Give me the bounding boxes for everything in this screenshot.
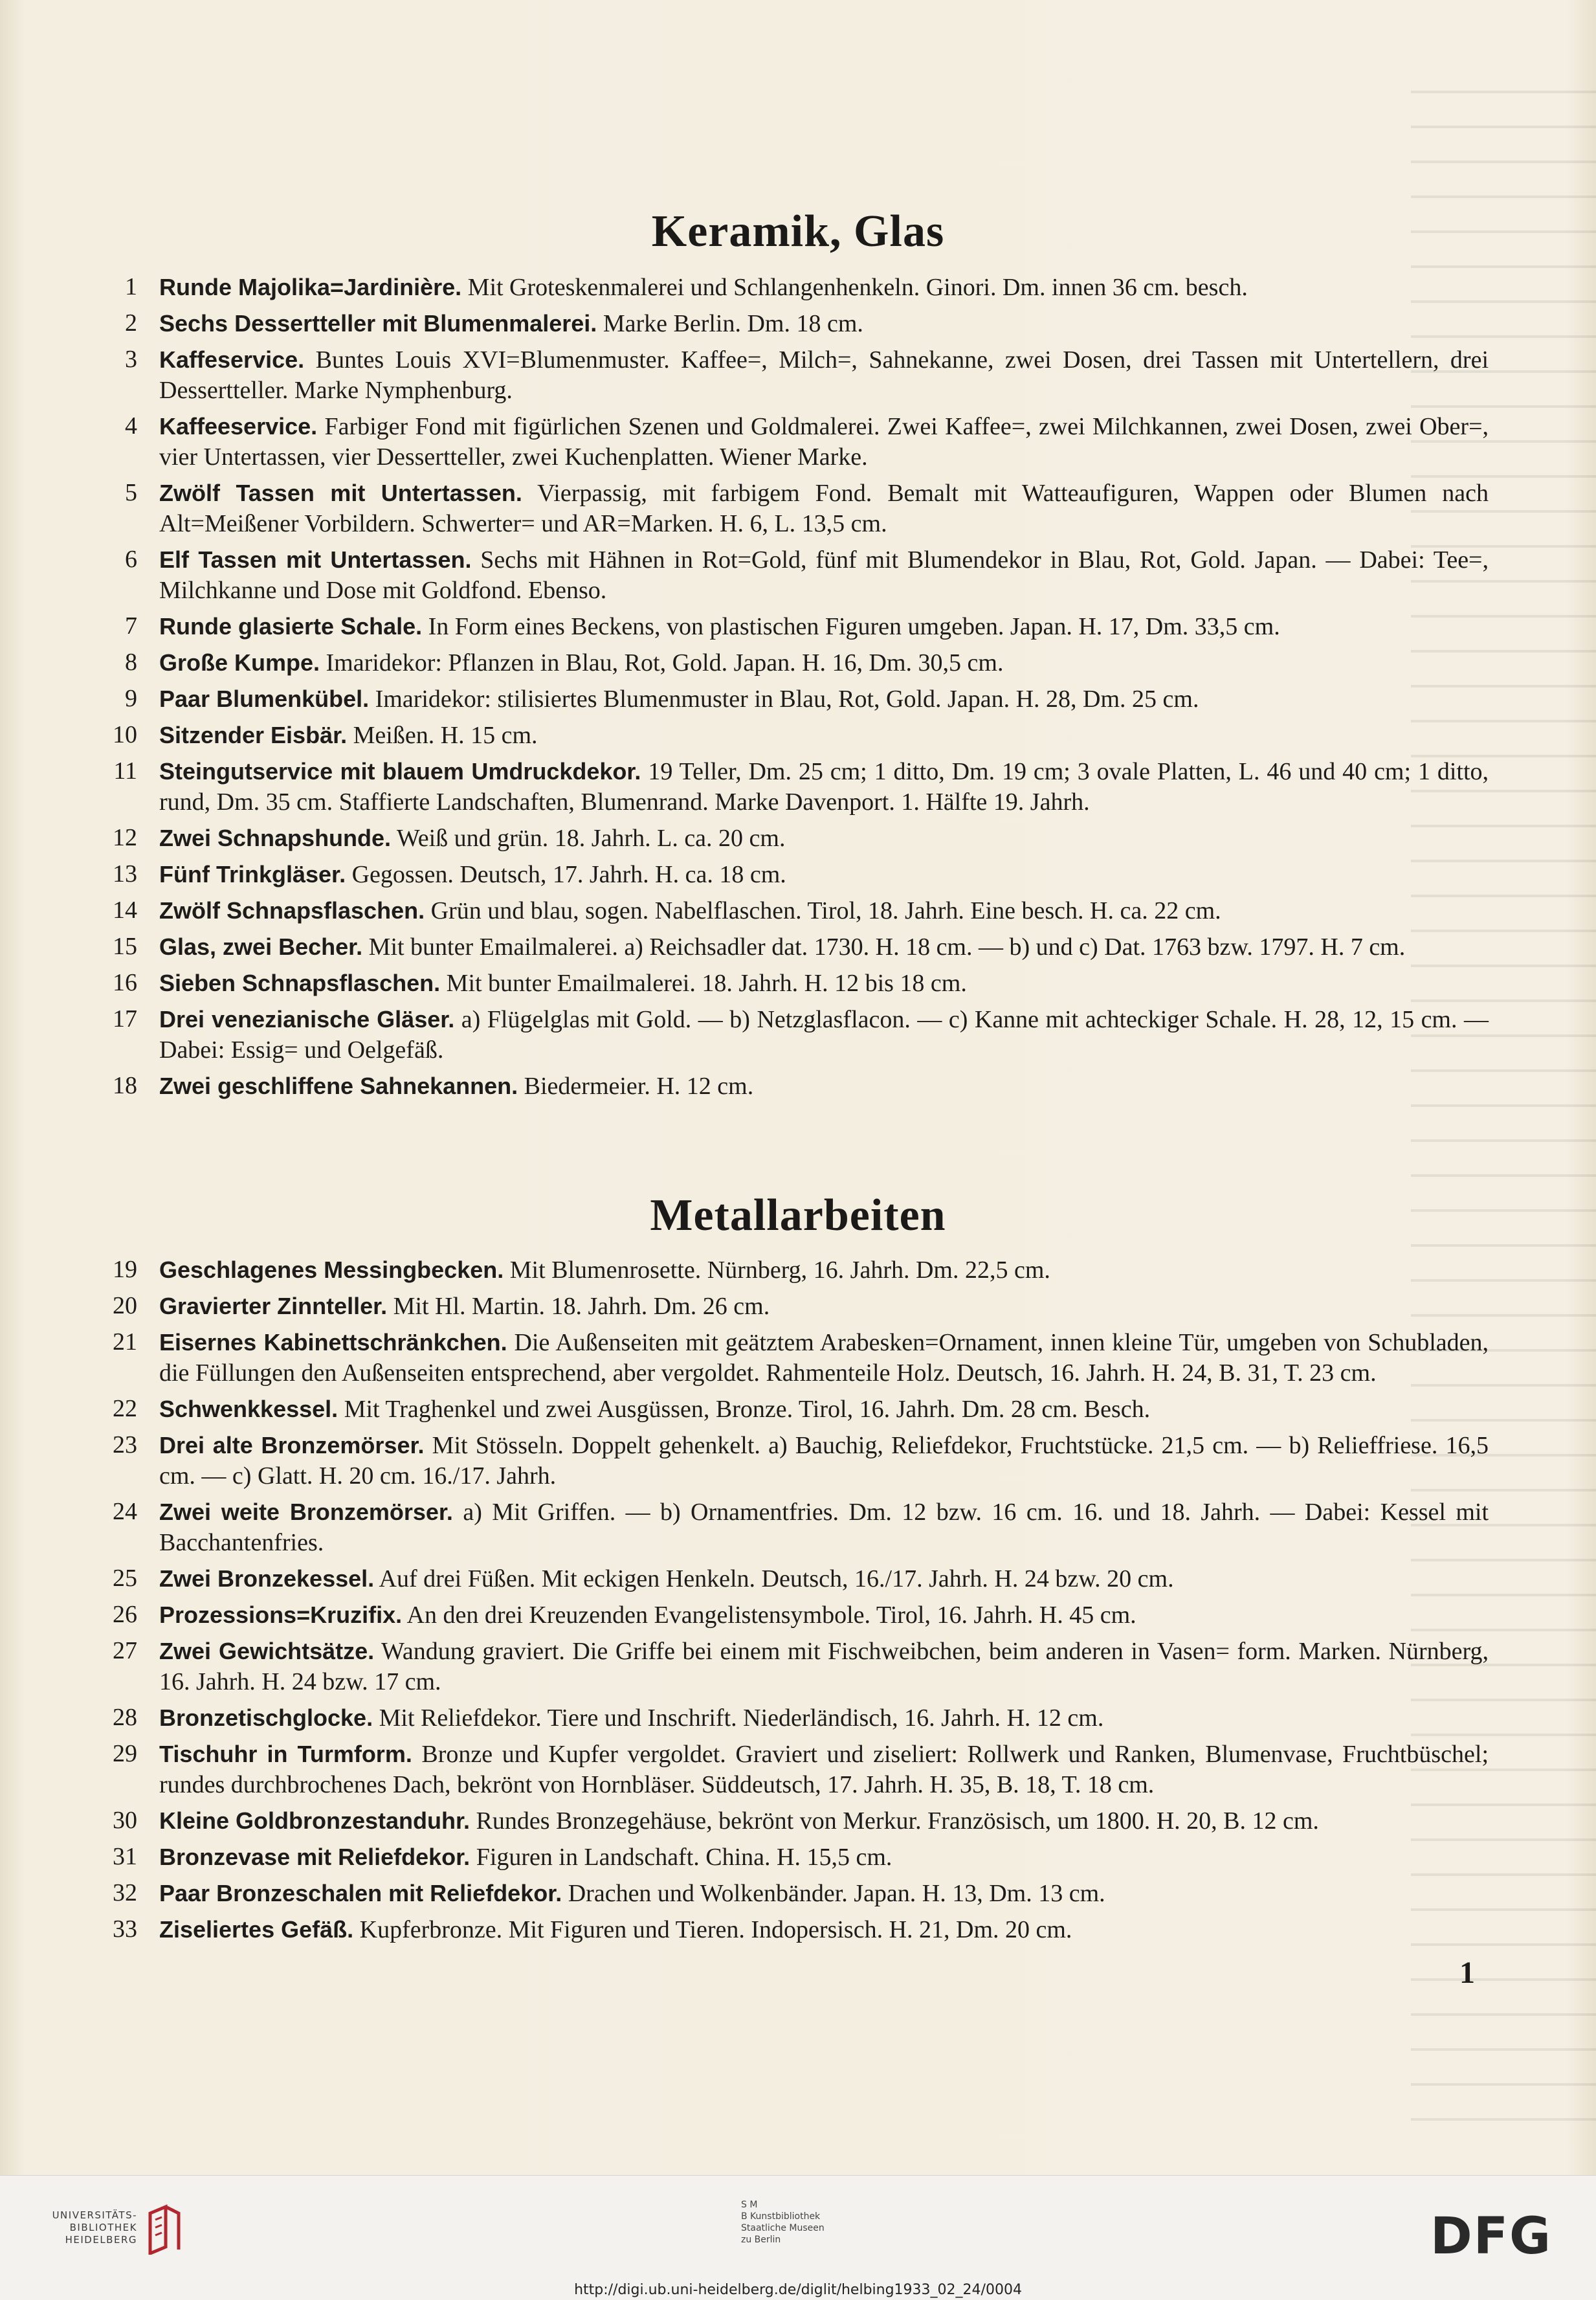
item-title: Runde glasierte Schale.: [159, 613, 423, 640]
catalog-item: [104, 1394, 1489, 1425]
catalog-item: [104, 1805, 1489, 1837]
catalog-item: [104, 859, 1489, 890]
item-description: Imaridekor: stilisiertes Blumenmuster in Blau, Rot, Gold. Japan. H. 28, Dm. 25 cm.: [375, 686, 1199, 713]
item-description: 19 Teller, Dm. 25 cm; 1 ditto, Dm. 19 cm; 3 ovale Platten, L. 46 und 40 cm; 1 ditto, rund, Dm. 35 cm. Staffierte Landschaften, Blumenrand. Marke Davenport. 1. Hälfte 19. Jahrh.: [159, 758, 1489, 816]
catalog-item: [104, 544, 1489, 606]
catalog-item: [104, 1703, 1489, 1734]
page-url-link[interactable]: http://digi.ub.uni-heidelberg.de/diglit/helbing1933_02_24/0004: [574, 2282, 1022, 2298]
item-title: Zwei geschliffene Sahnekannen.: [159, 1073, 518, 1099]
page-number: 1: [1459, 1956, 1475, 1990]
item-description: Drachen und Wolkenbänder. Japan. H. 13, Dm. 13 cm.: [568, 1880, 1105, 1907]
item-title: Sitzender Eisbär.: [159, 722, 348, 748]
item-title: Sieben Schnapsflaschen.: [159, 970, 441, 996]
catalog-item: [104, 308, 1489, 339]
item-title: Zwölf Tassen mit Untertassen.: [159, 480, 522, 506]
catalog-item: [104, 411, 1489, 473]
item-number: 8: [125, 649, 137, 676]
item-description: Die Außenseiten mit geätztem Arabesken=Ornament, innen kleine Tür, umgeben von Schubladen, die Füllungen den Außenseiten entsprechend, aber vergoldet. Rahmenteile Holz. Deutsch, 16. Jahrh. H. 24, B. 31, T. 23 cm.: [159, 1329, 1489, 1387]
item-description: Bronze und Kupfer vergoldet. Graviert und ziseliert: Rollwerk und Ranken, Blumenvase, Fruchtbüschel; rundes durchbrochenes Dach, bekrönt von Hornbläser. Süddeutsch, 17. Jahrh. H. 35, B. 18, T. 18 cm.: [159, 1741, 1489, 1798]
item-title: Runde Majolika=Jardinière.: [159, 274, 462, 300]
museum-stamp: S M B Kunstbibliothek Staatliche Museen zu Berlin: [741, 2200, 825, 2245]
item-description: Marke Berlin. Dm. 18 cm.: [603, 310, 863, 337]
item-number: 4: [125, 412, 137, 440]
item-description: Mit Groteskenmalerei und Schlangenhenkeln. Ginori. Dm. innen 36 cm. besch.: [467, 274, 1248, 301]
item-number: 21: [113, 1328, 137, 1356]
item-description: Sechs mit Hähnen in Rot=Gold, fünf mit Blumendekor in Blau, Rot, Gold. Japan. — Dabei: Tee=, Milchkanne und Dose mit Goldfond. Ebenso.: [159, 546, 1489, 604]
item-number: 17: [113, 1005, 137, 1033]
item-number: 33: [113, 1915, 137, 1943]
item-title: Ziseliertes Gefäß.: [159, 1916, 354, 1943]
item-number: 30: [113, 1807, 137, 1834]
catalog-item: [104, 647, 1489, 678]
item-number: 11: [113, 757, 137, 785]
catalog-item: [104, 1563, 1489, 1594]
footer-bar: [0, 2175, 1596, 2300]
item-number: 2: [125, 309, 137, 337]
catalog-item: [104, 1842, 1489, 1873]
catalog-item: [104, 1255, 1489, 1286]
item-number: 28: [113, 1704, 137, 1731]
item-number: 5: [125, 479, 137, 506]
item-description: Mit Blumenrosette. Nürnberg, 16. Jahrh. Dm. 22,5 cm.: [509, 1256, 1050, 1284]
item-description: Mit bunter Emailmalerei. 18. Jahrh. H. 12 bis 18 cm.: [446, 970, 967, 997]
item-description: Kupferbronze. Mit Figuren und Tieren. Indopersisch. H. 21, Dm. 20 cm.: [359, 1916, 1072, 1943]
library-book-icon: [146, 2204, 183, 2255]
item-number: 1: [125, 273, 137, 300]
item-title: Zwei Bronzekessel.: [159, 1565, 375, 1592]
item-title: Kaffeeservice.: [159, 413, 318, 440]
item-description: Buntes Louis XVI=Blumenmuster. Kaffee=, Milch=, Sahnekanne, zwei Dosen, drei Tassen mit Untertellern, drei Dessertteller. Marke Nymphenburg.: [159, 346, 1489, 404]
item-title: Eisernes Kabinettschränkchen.: [159, 1329, 507, 1356]
item-title: Paar Blumenkübel.: [159, 686, 370, 712]
item-number: 29: [113, 1740, 137, 1767]
catalog-item: [104, 932, 1489, 963]
item-title: Kleine Goldbronzestanduhr.: [159, 1807, 471, 1834]
item-number: 3: [125, 346, 137, 373]
item-number: 22: [113, 1395, 137, 1422]
catalog-item: [104, 684, 1489, 715]
catalog-item: [104, 720, 1489, 751]
catalog-item: [104, 1327, 1489, 1389]
item-title: Zwei Gewichtsätze.: [159, 1638, 375, 1664]
item-description: Rundes Bronzegehäuse, bekrönt von Merkur. Französisch, um 1800. H. 20, B. 12 cm.: [476, 1807, 1319, 1835]
item-description: Wandung graviert. Die Griffe bei einem mit Fischweibchen, beim anderen in Vasen= form. Marken. Nürnberg, 16. Jahrh. H. 24 bzw. 17 cm.: [159, 1638, 1489, 1695]
item-title: Geschlagenes Messingbecken.: [159, 1256, 504, 1283]
item-number: 23: [113, 1431, 137, 1458]
catalog-item: [104, 1914, 1489, 1945]
catalog-item: [104, 968, 1489, 999]
catalog-item: [104, 756, 1489, 818]
item-number: 10: [113, 721, 137, 748]
dfg-logo-text: DFG: [1430, 2209, 1553, 2261]
item-description: Gegossen. Deutsch, 17. Jahrh. H. ca. 18 cm.: [351, 861, 786, 888]
item-number: 15: [113, 933, 137, 960]
heidelberg-library-logo[interactable]: [27, 2204, 195, 2262]
item-title: Gravierter Zinnteller.: [159, 1293, 388, 1319]
item-description: Mit bunter Emailmalerei. a) Reichsadler dat. 1730. H. 18 cm. — b) und c) Dat. 1763 bzw. 1797. H. 7 cm.: [368, 933, 1406, 961]
item-title: Tischuhr in Turmform.: [159, 1741, 412, 1767]
item-title: Steingutservice mit blauem Umdruckdekor.: [159, 758, 641, 785]
item-title: Glas, zwei Becher.: [159, 933, 363, 960]
item-number: 14: [113, 897, 137, 924]
item-number: 31: [113, 1843, 137, 1870]
item-number: 27: [113, 1637, 137, 1664]
item-number: 16: [113, 969, 137, 996]
item-title: Zwölf Schnapsflaschen.: [159, 897, 425, 924]
item-number: 19: [113, 1256, 137, 1283]
catalog-item: [104, 1878, 1489, 1909]
item-description: Mit Reliefdekor. Tiere und Inschrift. Niederländisch, 16. Jahrh. H. 12 cm.: [379, 1704, 1104, 1732]
section-title-metallarbeiten: Metallarbeiten: [650, 1190, 946, 1240]
item-title: Bronzetischglocke.: [159, 1704, 373, 1731]
item-title: Kaffeservice.: [159, 346, 305, 373]
item-description: Weiß und grün. 18. Jahrh. L. ca. 20 cm.: [396, 825, 786, 852]
item-number: 25: [113, 1565, 137, 1592]
item-description: Imaridekor: Pflanzen in Blau, Rot, Gold. Japan. H. 16, Dm. 30,5 cm.: [326, 649, 1004, 676]
item-description: Auf drei Füßen. Mit eckigen Henkeln. Deutsch, 16./17. Jahrh. H. 24 bzw. 20 cm.: [379, 1565, 1174, 1592]
catalog-item: [104, 1497, 1489, 1558]
item-number: 7: [125, 612, 137, 640]
item-number: 9: [125, 685, 137, 712]
item-description: Vierpassig, mit farbigem Fond. Bemalt mit Watteaufiguren, Wappen oder Blumen nach Alt=Meißener Vorbildern. Schwerter= und AR=Marken. H. 6, L. 13,5 cm.: [159, 480, 1489, 537]
catalog-item: [104, 611, 1489, 642]
item-title: Zwei Schnapshunde.: [159, 825, 392, 851]
item-number: 13: [113, 860, 137, 888]
library-name: UNIVERSITÄTS- BIBLIOTHEK HEIDELBERG: [52, 2209, 137, 2246]
item-number: 12: [113, 824, 137, 851]
catalog-item: [104, 1291, 1489, 1322]
item-description: Biedermeier. H. 12 cm.: [524, 1073, 754, 1100]
item-description: Mit Stösseln. Doppelt gehenkelt. a) Bauchig, Reliefdekor, Fruchtstücke. 21,5 cm. — b) Relieffriese. 16,5 cm. — c) Glatt. H. 20 cm. 16./17. Jahrh.: [159, 1432, 1489, 1490]
catalog-item: [104, 344, 1489, 406]
item-title: Große Kumpe.: [159, 649, 320, 676]
item-title: Drei venezianische Gläser.: [159, 1006, 455, 1033]
item-description: An den drei Kreuzenden Evangelistensymbole. Tirol, 16. Jahrh. H. 45 cm.: [406, 1602, 1136, 1629]
item-description: Farbiger Fond mit figürlichen Szenen und Goldmalerei. Zwei Kaffee=, zwei Milchkannen, zwei Dosen, zwei Ober=, vier Untertassen, vier Dessertteller, zwei Kuchenplatten. Wiener Marke.: [159, 413, 1489, 471]
item-title: Prozessions=Kruzifix.: [159, 1602, 403, 1628]
catalog-item: [104, 895, 1489, 926]
item-description: In Form eines Beckens, von plastischen Figuren umgeben. Japan. H. 17, Dm. 33,5 cm.: [428, 613, 1280, 640]
catalog-item: [104, 478, 1489, 539]
catalog-item: [104, 1004, 1489, 1066]
catalog-item: [104, 1636, 1489, 1697]
catalog-item: [104, 1600, 1489, 1631]
item-number: 24: [113, 1498, 137, 1525]
catalog-item: [104, 272, 1489, 303]
item-title: Fünf Trinkgläser.: [159, 861, 346, 888]
item-number: 26: [113, 1601, 137, 1628]
item-description: Mit Traghenkel und zwei Ausgüssen, Bronze. Tirol, 16. Jahrh. Dm. 28 cm. Besch.: [344, 1396, 1151, 1423]
item-title: Sechs Dessertteller mit Blumenmalerei.: [159, 310, 597, 337]
item-title: Paar Bronzeschalen mit Reliefdekor.: [159, 1880, 562, 1906]
item-description: Grün und blau, sogen. Nabelflaschen. Tirol, 18. Jahrh. Eine besch. H. ca. 22 cm.: [430, 897, 1221, 924]
item-number: 20: [113, 1292, 137, 1319]
section-title-keramik-glas: Keramik, Glas: [651, 207, 945, 256]
item-title: Elf Tassen mit Untertassen.: [159, 546, 472, 573]
catalog-item: [104, 1739, 1489, 1800]
item-title: Bronzevase mit Reliefdekor.: [159, 1844, 471, 1870]
item-description: Mit Hl. Martin. 18. Jahrh. Dm. 26 cm.: [393, 1293, 770, 1320]
item-title: Drei alte Bronzemörser.: [159, 1432, 425, 1458]
dfg-logo[interactable]: [1430, 2209, 1560, 2261]
item-number: 6: [125, 546, 137, 573]
catalog-item: [104, 1071, 1489, 1102]
catalog-list-keramik-glas: [104, 272, 1489, 1107]
item-description: Meißen. H. 15 cm.: [353, 722, 538, 749]
item-number: 32: [113, 1879, 137, 1906]
item-title: Schwenkkessel.: [159, 1396, 338, 1422]
item-description: a) Mit Griffen. — b) Ornamentfries. Dm. 12 bzw. 16 cm. 16. und 18. Jahrh. — Dabei: Kessel mit Bacchantenfries.: [159, 1499, 1489, 1556]
catalog-item: [104, 823, 1489, 854]
item-description: Figuren in Landschaft. China. H. 15,5 cm.: [476, 1844, 892, 1871]
item-title: Zwei weite Bronzemörser.: [159, 1499, 453, 1525]
item-description: a) Flügelglas mit Gold. — b) Netzglasflacon. — c) Kanne mit achteckiger Schale. H. 28, 12, 15 cm. — Dabei: Essig= und Oelgefäß.: [159, 1006, 1489, 1064]
item-number: 18: [113, 1072, 137, 1099]
catalog-list-metallarbeiten: [104, 1255, 1489, 1950]
catalog-item: [104, 1430, 1489, 1491]
